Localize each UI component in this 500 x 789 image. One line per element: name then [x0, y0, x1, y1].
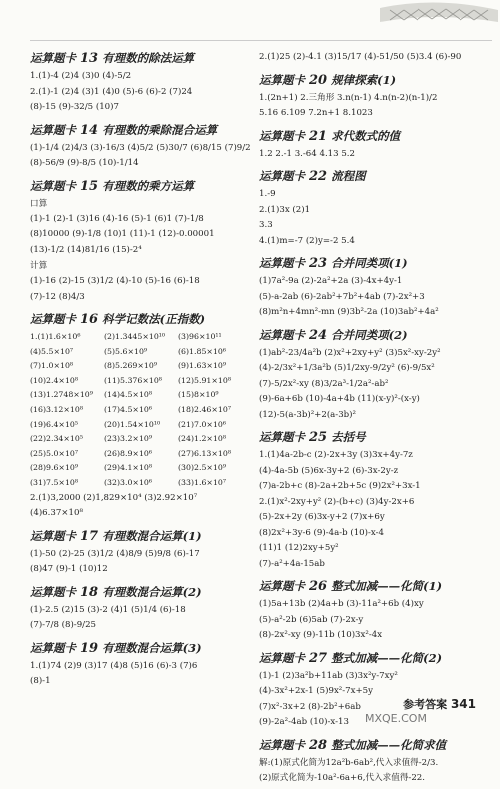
section-title: 整式加减——化简(2)	[331, 650, 443, 665]
grid-cell: (18)2.46×10⁷	[178, 404, 231, 414]
grid-cell: (14)4.5×10⁸	[104, 390, 152, 400]
section-heading	[30, 122, 252, 138]
subsection-label: 口算	[30, 198, 48, 209]
section-keyword: 运算题卡	[30, 528, 76, 543]
section-heading	[30, 584, 252, 600]
section-heading	[259, 72, 491, 88]
section-title: 合并同类项(1)	[331, 256, 408, 270]
section-title: 求代数式的值	[331, 128, 401, 143]
grid-cell: (22)2.34×10⁵	[30, 434, 83, 444]
answer-line: 4.(1)m=-7 (2)y=-2 5.4	[259, 235, 355, 246]
grid-cell: (20)1.54×10¹⁰	[104, 419, 161, 429]
section-heading	[259, 737, 491, 753]
grid-cell: (11)5.376×10⁸	[104, 375, 162, 385]
right-column	[259, 44, 491, 789]
answer-line: (8)m²n+4mn²-mn (9)3b²-2a (10)3ab²+4a²	[259, 307, 439, 317]
grid-cell: (27)6.13×10⁸	[178, 448, 231, 458]
answer-line: (11)1 (12)2xy+5y²	[259, 543, 339, 553]
footer-label: 参考答案	[403, 698, 448, 711]
answer-line: (1)-1 (2)3a²b+11ab (3)3x²y-7xy²	[259, 670, 398, 681]
section-keyword: 运算题卡	[259, 430, 305, 444]
answer-line: 解:(1)原式化简为12a²b-6ab²,代入求值得-2/3.	[259, 757, 439, 768]
section-number: 15	[80, 178, 99, 194]
section-heading	[30, 640, 252, 656]
answer-line: 2.(1)25 (2)-4.1 (3)15/17 (4)-51/50 (5)3.4 (6)-90	[259, 52, 462, 62]
section-title: 有理数混合运算(1)	[102, 528, 202, 543]
section-keyword: 运算题卡	[259, 256, 305, 270]
answer-line: (8)47 (9)-1 (10)12	[30, 564, 108, 575]
section-keyword: 运算题卡	[30, 178, 76, 193]
section-keyword: 运算题卡	[259, 737, 305, 752]
header-decoration	[370, 0, 500, 32]
answer-line: (5)-a²-2b (6)5ab (7)-2x-y	[259, 614, 364, 625]
section-heading	[259, 650, 491, 666]
answer-line: (1)5a+13b (2)4a+b (3)-11a²+6b (4)xy	[259, 599, 424, 609]
grid-cell: 1.(1)1.6×10⁶	[30, 332, 81, 341]
grid-cell: (5)5.6×10⁹	[104, 346, 148, 356]
section-keyword: 运算题卡	[30, 640, 76, 655]
section-keyword: 运算题卡	[259, 169, 305, 183]
section-heading	[259, 578, 491, 594]
answer-line: (1)-2.5 (2)15 (3)-2 (4)1 (5)1/4 (6)-18	[30, 604, 186, 615]
section-heading	[259, 327, 491, 343]
answer-section	[259, 327, 491, 424]
grid-cell: (29)4.1×10⁸	[104, 463, 152, 473]
answer-line: (5)-2x+2y (6)3x-y+2 (7)x+6y	[259, 512, 385, 522]
section-keyword: 运算题卡	[259, 128, 305, 143]
answer-section	[259, 168, 491, 249]
answer-line: 1.(1)74 (2)9 (3)17 (4)8 (5)16 (6)-3 (7)6	[30, 660, 198, 671]
answer-section	[30, 584, 252, 634]
section-keyword: 运算题卡	[30, 122, 76, 137]
grid-cell: (30)2.5×10⁹	[178, 463, 226, 473]
section-title: 整式加减——化简(1)	[331, 579, 443, 593]
grid-cell: (13)1.2748×10⁹	[30, 390, 93, 400]
grid-cell: (3)96×10¹¹	[178, 332, 222, 341]
grid-cell: (24)1.2×10⁸	[178, 434, 226, 444]
section-title: 规律探索(1)	[331, 72, 397, 87]
section-heading	[259, 429, 491, 445]
grid-cell: (17)4.5×10⁶	[104, 404, 152, 414]
answer-line: (8)-15 (9)-32/5 (10)7	[30, 102, 119, 112]
section-heading	[30, 50, 252, 66]
answer-line: 1.-9	[259, 189, 276, 199]
answer-line: (8)-1	[30, 676, 51, 687]
answer-section	[30, 640, 252, 690]
answer-line: (1)-1 (2)-1 (3)16 (4)-16 (5)-1 (6)1 (7)-1/8	[30, 213, 204, 224]
answer-line: 2.(1)3,2000 (2)1,829×10⁴ (3)2.92×10⁷	[30, 492, 198, 503]
grid-cell: (23)3.2×10⁹	[104, 434, 152, 444]
page-number: 341	[450, 697, 476, 711]
answer-section	[259, 72, 491, 122]
answer-line: (9)-2a²-4ab (10)-x-13	[259, 717, 349, 727]
answer-section	[30, 528, 252, 578]
section-number: 22	[309, 169, 328, 184]
section-number: 27	[309, 650, 328, 666]
answer-line: (1)-16 (2)-15 (3)1/2 (4)-10 (5)-16 (6)-18	[30, 276, 200, 286]
answer-line: (4)6.37×10⁸	[30, 508, 83, 519]
section-title: 有理数的除法运算	[102, 51, 195, 65]
section-title: 合并同类项(2)	[331, 327, 408, 342]
answer-line: (1)ab²-23/4a²b (2)x²+2xy+y² (3)5x²-xy-2y²	[259, 347, 441, 358]
answer-line: (12)-5(a-3b)²+2(a-3b)²	[259, 409, 356, 420]
answer-line: (7)x²-3x+2 (8)-2b²+6ab	[259, 701, 361, 712]
answer-line: 2.(1)x²-2xy+y² (2)-(b+c) (3)4y-2x+6	[259, 496, 415, 507]
section-number: 18	[80, 584, 99, 600]
section-number: 19	[80, 640, 99, 656]
answer-line: 3.3	[259, 220, 273, 230]
grid-cell: (32)3.0×10⁶	[104, 477, 152, 487]
section-keyword: 运算题卡	[30, 584, 76, 599]
grid-cell: (6)1.85×10⁶	[178, 346, 226, 356]
grid-cell: (25)5.0×10⁷	[30, 448, 78, 458]
answer-line: (1)7a²-9a (2)-2a²+2a (3)-4x+4y-1	[259, 276, 403, 286]
grid-cell: (33)1.6×10⁷	[178, 477, 226, 487]
section-title: 流程图	[331, 169, 366, 183]
grid-cell: (8)5.269×10⁹	[104, 361, 157, 371]
answer-section	[30, 311, 252, 522]
section-number: 23	[309, 256, 328, 271]
grid-cell: (28)9.6×10⁹	[30, 463, 78, 473]
answer-section	[30, 178, 252, 306]
section-number: 20	[309, 72, 328, 88]
subsection-label: 计算	[30, 261, 48, 271]
answer-line: 5.16 6.109 7.2n+1 8.1023	[259, 108, 373, 118]
answer-line: (8)-56/9 (9)-8/5 (10)-1/14	[30, 158, 139, 168]
answer-section	[259, 429, 491, 572]
answer-section	[30, 50, 252, 116]
grid-cell: (31)7.5×10⁸	[30, 477, 78, 487]
watermark: MXQE.COM	[365, 712, 427, 725]
left-column	[30, 44, 252, 692]
answer-line: (2)原式化简为-10a²-6a+6,代入求值得-22.	[259, 773, 425, 783]
grid-cell: (16)3.12×10⁸	[30, 404, 83, 414]
grid-cell: (4)5.5×10⁷	[30, 346, 74, 356]
section-keyword: 运算题卡	[30, 51, 76, 65]
section-number: 21	[309, 128, 328, 144]
answer-section	[259, 255, 491, 321]
answer-line: (4)-2/3x²+1/3a²b (5)1/2xy-9/2y² (6)-9/5x²	[259, 363, 435, 373]
section-heading	[30, 178, 252, 194]
section-keyword: 运算题卡	[259, 72, 305, 87]
answer-line: 2.(1)3x (2)1	[259, 204, 311, 215]
answer-line: (1)-50 (2)-25 (3)1/2 (4)8/9 (5)9/8 (6)-17	[30, 548, 200, 559]
answer-line: 1.(1)-4 (2)4 (3)0 (4)-5/2	[30, 71, 132, 81]
section-heading	[30, 311, 252, 327]
answer-line: (7)a-2b+c (8)-2a+2b+5c (9)2x²+3x-1	[259, 481, 421, 491]
answer-line: (7)-5/2x²-xy (8)3/2a³-1/2a²-ab²	[259, 378, 389, 389]
answer-line: 1.(1)4a-2b-c (2)-2x+3y (3)3x+4y-7z	[259, 450, 413, 460]
section-keyword: 运算题卡	[259, 327, 305, 342]
answer-section	[259, 737, 491, 787]
answer-line: (8)-2x²-xy (9)-11b (10)3x²-4x	[259, 630, 383, 640]
answer-line: (4)-4a-5b (5)6x-3y+2 (6)-3x-2y-z	[259, 465, 399, 476]
grid-cell: (7)1.0×10⁸	[30, 361, 74, 371]
section-title: 整式加减——化简求值	[331, 737, 447, 752]
answer-section	[259, 128, 491, 163]
answer-line: (8)10000 (9)-1/8 (10)1 (11)-1 (12)-0.00001	[30, 229, 215, 239]
section-number: 13	[80, 51, 99, 66]
grid-cell: (9)1.63×10⁹	[178, 361, 226, 371]
answer-grid	[30, 330, 252, 491]
grid-cell: (19)6.4×10⁵	[30, 419, 78, 429]
section-number: 28	[309, 737, 328, 753]
answer-section	[30, 122, 252, 172]
section-heading	[259, 128, 491, 144]
answer-line: (8)2x²+3y-6 (9)-4a-b (10)-x-4	[259, 527, 384, 538]
answer-section	[259, 50, 491, 66]
section-title: 有理数混合运算(3)	[102, 640, 202, 655]
answer-line: (5)-a-2ab (6)-2ab²+7b²+4ab (7)-2x²+3	[259, 291, 425, 302]
answer-line: (7)-a²+4a-15ab	[259, 558, 325, 569]
section-heading	[259, 255, 491, 271]
answer-line: 1.(2n+1) 2.三角形 3.n(n-1) 4.n(n-2)(n-1)/2	[259, 92, 438, 103]
grid-cell: (15)8×10⁹	[178, 390, 219, 400]
section-number: 24	[309, 327, 328, 343]
section-title: 有理数的乘除混合运算	[102, 122, 218, 137]
section-keyword: 运算题卡	[30, 312, 76, 326]
section-heading	[30, 528, 252, 544]
answer-line: 1.2 2.-1 3.-64 4.13 5.2	[259, 148, 356, 159]
section-number: 16	[80, 312, 99, 327]
grid-cell: (26)8.9×10⁶	[104, 448, 152, 458]
answer-line: (1)-1/4 (2)4/3 (3)-16/3 (4)5/2 (5)30/7 (6)8/15 (7)9/2	[30, 142, 251, 153]
answer-section	[259, 578, 491, 644]
section-number: 26	[309, 579, 328, 594]
section-title: 去括号	[331, 430, 366, 444]
section-keyword: 运算题卡	[259, 579, 305, 593]
page-footer	[403, 696, 476, 712]
answer-line: (9)-6a+6b (10)-4a+4b (11)(x-y)²-(x-y)	[259, 394, 420, 404]
grid-cell: (2)1.3445×10¹⁰	[104, 332, 166, 341]
section-number: 25	[309, 430, 328, 445]
answer-line: (7)-12 (8)4/3	[30, 291, 85, 302]
answer-line: (7)-7/8 (8)-9/25	[30, 620, 97, 631]
section-number: 14	[80, 122, 99, 138]
section-title: 有理数混合运算(2)	[102, 584, 202, 599]
section-title: 科学记数法(正指数)	[102, 312, 206, 326]
answer-line: (13)-1/2 (14)81/16 (15)-2⁴	[30, 244, 142, 255]
top-rule	[30, 40, 492, 41]
answer-line: 2.(1)-1 (2)4 (3)1 (4)0 (5)-6 (6)-2 (7)24	[30, 86, 193, 97]
section-keyword: 运算题卡	[259, 650, 305, 665]
grid-cell: (12)5.91×10⁸	[178, 375, 231, 385]
section-title: 有理数的乘方运算	[102, 178, 195, 193]
grid-cell: (10)2.4×10⁸	[30, 375, 78, 385]
section-heading	[259, 168, 491, 184]
answer-line: (4)-3x²+2x-1 (5)9x²-7x+5y	[259, 686, 373, 696]
grid-cell: (21)7.0×10⁶	[178, 419, 226, 429]
section-number: 17	[80, 528, 99, 544]
